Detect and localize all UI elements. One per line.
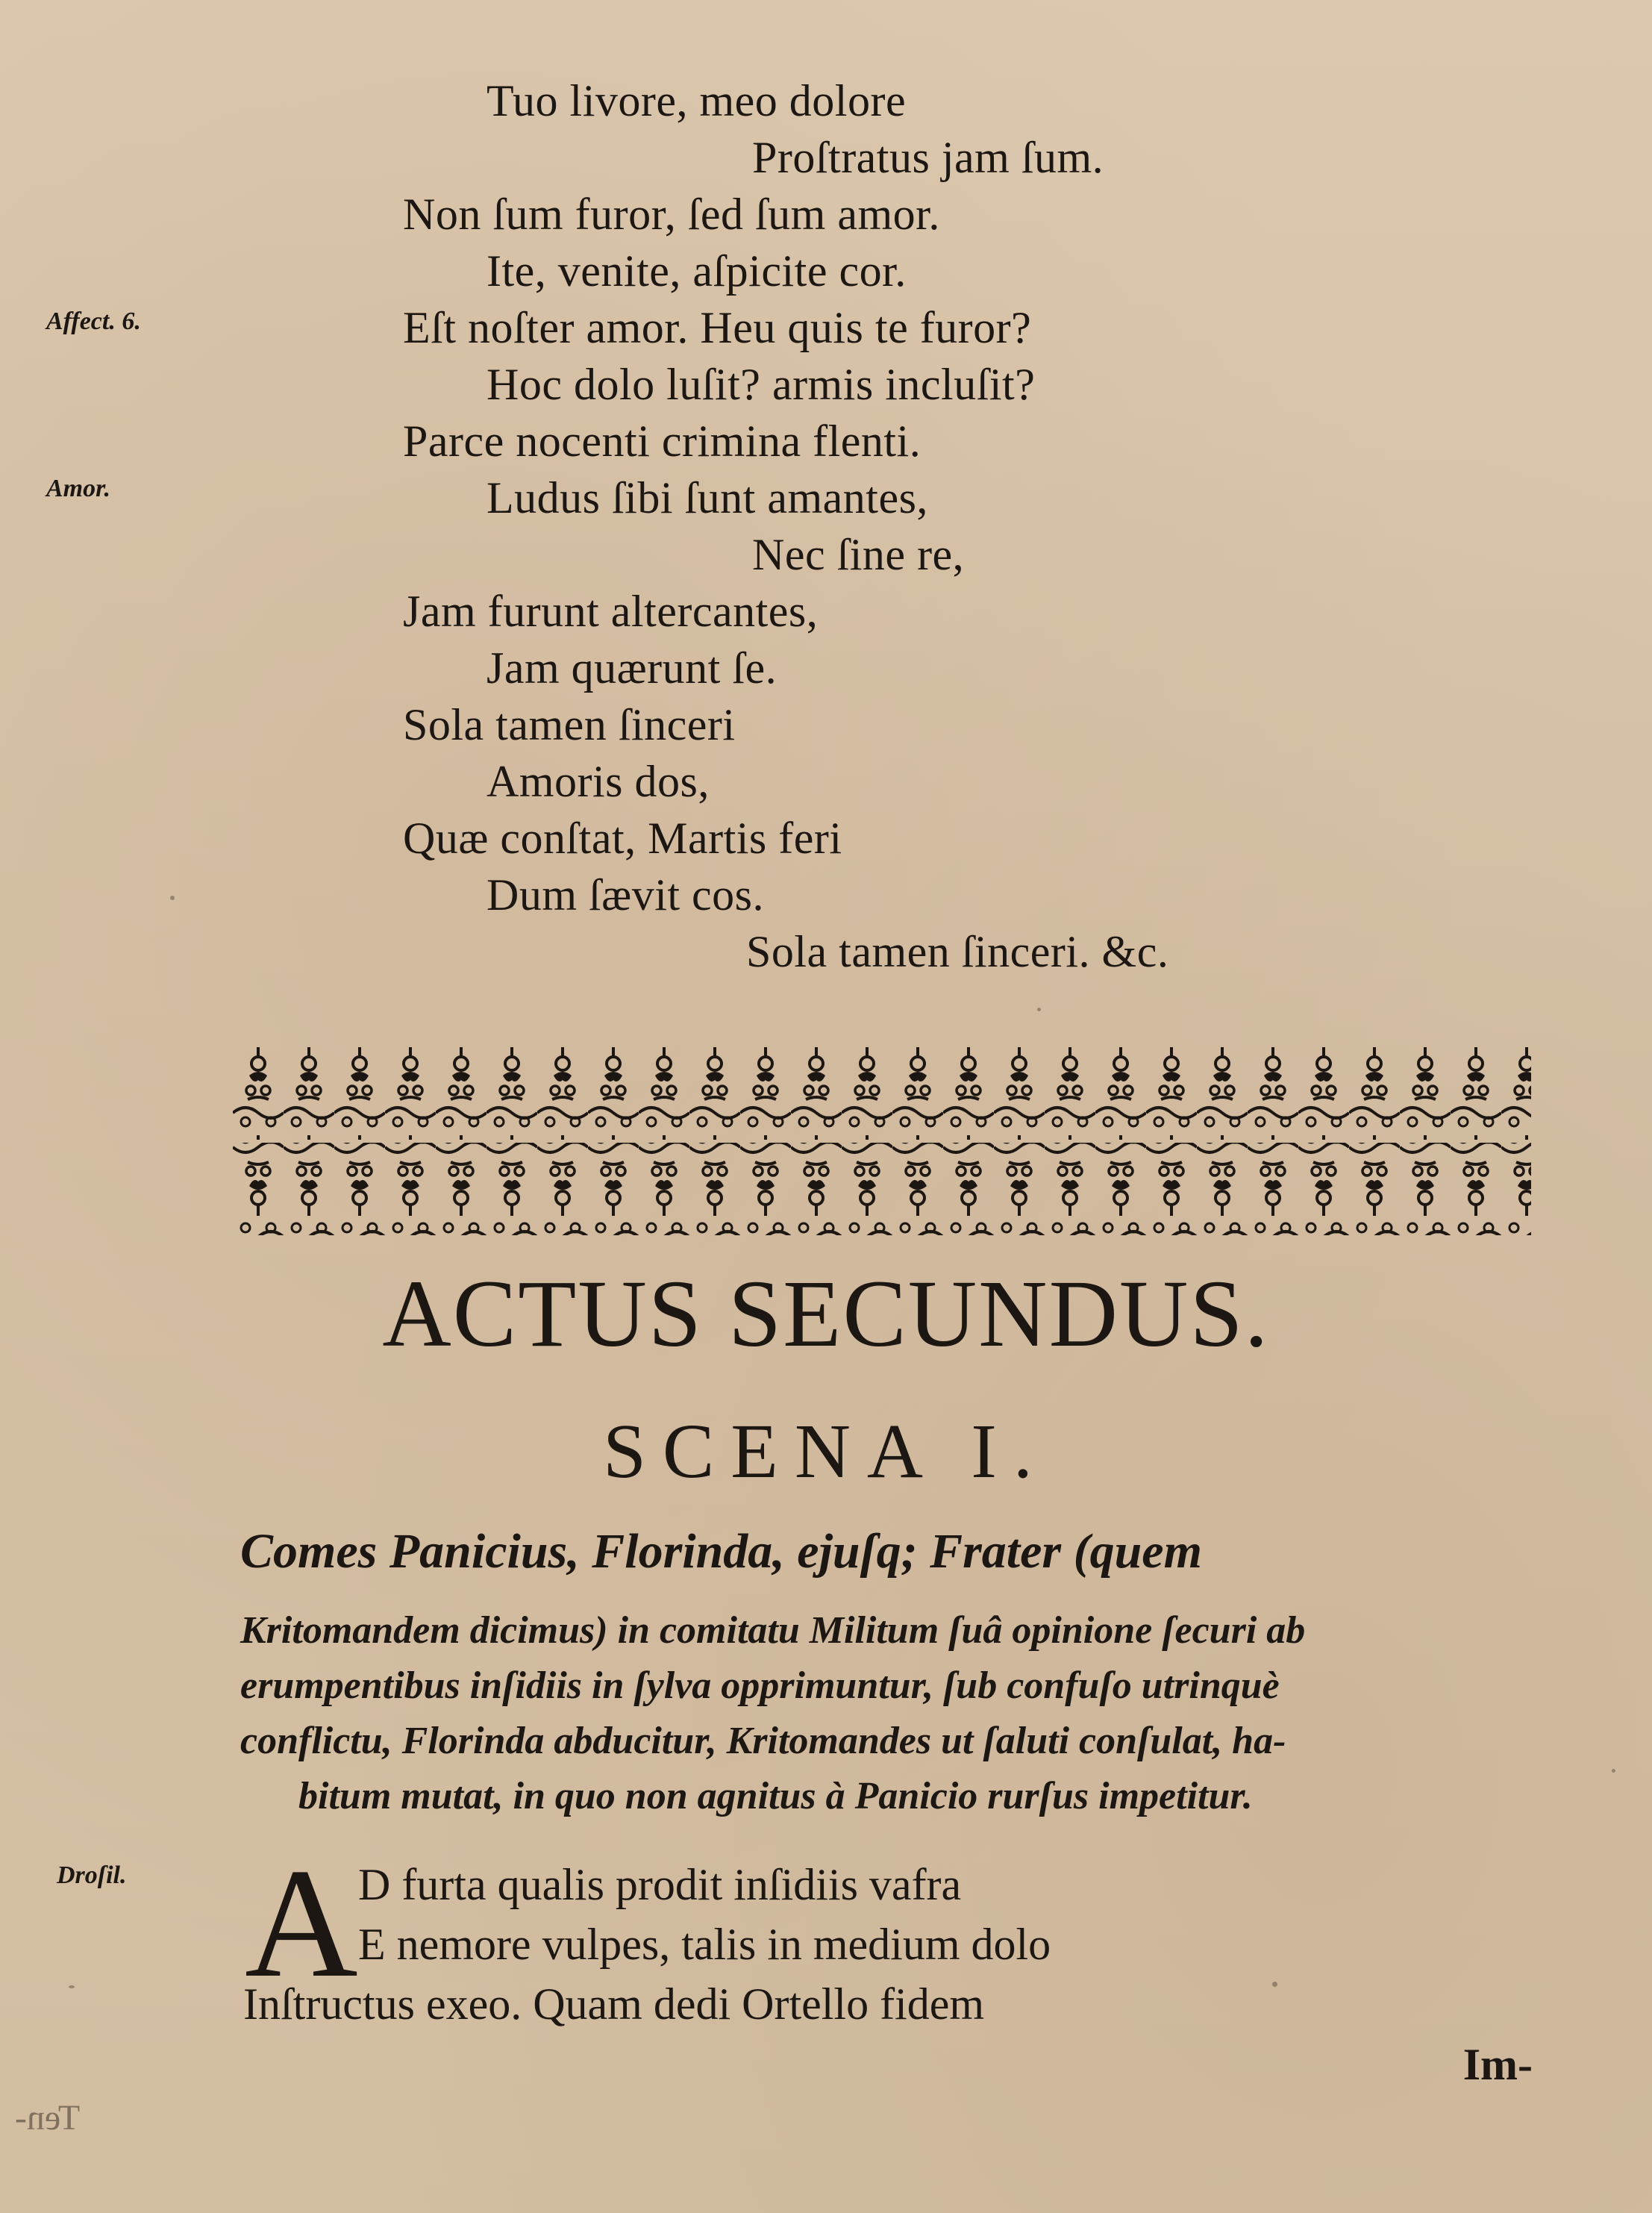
paper-speck [1612, 1769, 1615, 1773]
verse-line: Sola tamen ſinceri. &c. [746, 927, 1169, 976]
verse-line: Eſt noſter amor. Heu quis te furor? [403, 303, 1032, 352]
paper-speck [1272, 1982, 1277, 1987]
verse-line: Nec ſine re, [752, 530, 965, 579]
paper-speck [69, 1985, 75, 1988]
side-note-affect: Affect. 6. [46, 308, 141, 335]
verse-line: Sola tamen ſinceri [403, 700, 736, 749]
argument-line: Comes Panicius, Florinda, ejuſq; Frater (quem [240, 1524, 1202, 1579]
verse-line: Ite, venite, aſpicite cor. [486, 246, 907, 296]
bleed-through-text: Ten- [15, 2098, 81, 2138]
paper-speck [170, 896, 175, 900]
ornament-band [233, 1041, 1531, 1243]
verse-line: Jam furunt altercantes, [403, 587, 819, 636]
argument-line: Kritomandem dicimus) in comitatu Militum ſuâ opinione ſecuri ab [240, 1609, 1306, 1652]
verse-line: Tuo livore, meo dolore [486, 76, 907, 125]
verse-line: Quæ conſtat, Martis feri [403, 814, 842, 863]
scene-title: SCENA I. [603, 1408, 1049, 1494]
verse-line: Jam quærunt ſe. [486, 643, 777, 693]
act-title: ACTUS SECUNDUS. [382, 1261, 1270, 1367]
verse-line: Proſtratus jam ſum. [752, 133, 1104, 182]
argument-line: conflictu, Florinda abducitur, Kritomandes ut ſaluti conſulat, ha- [240, 1720, 1286, 1762]
argument-line: bitum mutat, in quo non agnitus à Panicio rurſus impetitur. [298, 1775, 1253, 1817]
body-line: D furta qualis prodit inſidiis vafra [358, 1860, 962, 1909]
body-line: Inſtructus exeo. Quam dedi Ortello fidem [243, 1979, 985, 2029]
verse-line: Amoris dos, [486, 757, 710, 806]
argument-line: erumpentibus inſidiis in ſylva opprimuntur, ſub confuſo utrinquè [240, 1664, 1280, 1707]
verse-line: Ludus ſibi ſunt amantes, [486, 473, 928, 522]
verse-line: Hoc dolo luſit? armis incluſit? [486, 360, 1036, 409]
body-line: E nemore vulpes, talis in medium dolo [358, 1920, 1051, 1969]
verse-line: Parce nocenti crimina flenti. [403, 416, 922, 466]
side-note-speaker: Droſil. [57, 1861, 127, 1889]
verse-line: Dum ſævit cos. [486, 870, 765, 920]
drop-cap: A [245, 1837, 358, 2010]
catchword: Im- [1462, 2040, 1533, 2089]
side-note-amor: Amor. [46, 475, 110, 502]
paper-speck [1037, 1008, 1041, 1011]
verse-line: Non ſum furor, ſed ſum amor. [403, 190, 940, 239]
